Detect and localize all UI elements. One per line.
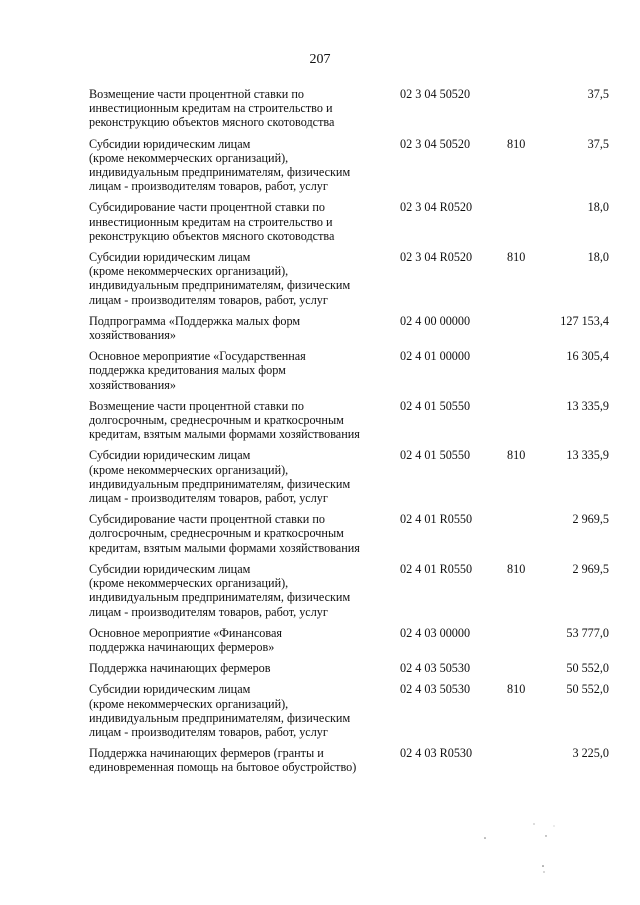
table-row (89, 512, 609, 555)
row-target-code: 02 3 04 50520 (400, 136, 471, 151)
row-target-code: 02 4 03 00000 (400, 625, 471, 640)
table-row (89, 661, 609, 675)
table-row (89, 250, 609, 307)
row-target-code: 02 4 01 50550 (400, 448, 471, 463)
row-name: Поддержка начинающих фермеров (гранты и единовременная помощь на бытовое обустройство) (89, 746, 357, 775)
row-name: Возмещение части процентной ставки по инвестиционным кредитам на строительство и реконструкцию объектов мясного скотоводства (89, 87, 335, 130)
row-name: Субсидии юридическим лицам (кроме некоммерческих организаций), индивидуальным предпринимателям, физическим лицам - производителям товаров, работ, услуг (89, 250, 351, 307)
row-amount: 2 969,5 (572, 561, 609, 576)
row-amount: 18,0 (587, 250, 609, 265)
row-target-code: 02 4 03 50530 (400, 661, 471, 676)
row-target-code: 02 3 04 50520 (400, 87, 471, 101)
row-amount: 37,5 (587, 87, 609, 101)
row-expense-type: 810 (507, 448, 526, 463)
table-row (89, 137, 609, 194)
table-row (89, 314, 609, 342)
row-amount: 50 552,0 (566, 682, 609, 697)
row-expense-type: 810 (507, 682, 526, 697)
row-target-code: 02 3 04 R0520 (400, 200, 473, 215)
row-expense-type: 810 (507, 136, 526, 151)
row-amount: 13 335,9 (566, 398, 609, 413)
row-name: Основное мероприятие «Государственная поддержка кредитования малых форм хозяйствования» (89, 349, 306, 392)
row-amount: 53 777,0 (566, 625, 609, 640)
row-name: Основное мероприятие «Финансовая поддержка начинающих фермеров» (89, 625, 282, 654)
row-target-code: 02 4 01 R0550 (400, 512, 473, 527)
row-target-code: 02 4 03 R0530 (400, 746, 473, 761)
table-row (89, 349, 609, 392)
row-name: Субсидирование части процентной ставки по долгосрочным, среднесрочным и краткосрочным кредитам, взятым малыми формами хозяйствования (89, 512, 360, 555)
row-amount: 37,5 (587, 136, 609, 151)
row-name: Поддержка начинающих фермеров (89, 661, 271, 676)
row-amount: 50 552,0 (566, 661, 609, 676)
row-amount: 3 225,0 (572, 746, 609, 761)
row-target-code: 02 4 01 00000 (400, 349, 471, 364)
row-name: Подпрограмма «Поддержка малых форм хозяйствования» (89, 313, 301, 343)
row-target-code: 02 4 01 50550 (400, 398, 471, 413)
table-row (89, 562, 609, 619)
scan-specks (470, 820, 580, 890)
row-expense-type: 810 (507, 250, 526, 265)
table-row (89, 200, 609, 243)
table-row (89, 626, 609, 654)
row-name: Субсидии юридическим лицам (кроме некоммерческих организаций), индивидуальным предпринимателям, физическим лицам - производителям товаров, работ, услуг (89, 682, 351, 739)
row-amount: 18,0 (587, 200, 609, 215)
table-row (89, 448, 609, 505)
row-name: Субсидии юридическим лицам (кроме некоммерческих организаций), индивидуальным предпринимателям, физическим лицам - производителям товаров, работ, услуг (89, 448, 351, 506)
page-number: 207 (309, 52, 331, 67)
row-name: Возмещение части процентной ставки по долгосрочным, среднесрочным и краткосрочным кредитам, взятым малыми формами хозяйствования (89, 398, 360, 442)
budget-table (89, 87, 609, 775)
row-name: Субсидии юридическим лицам (кроме некоммерческих организаций), индивидуальным предпринимателям, физическим лицам - производителям товаров, работ, услуг (89, 136, 351, 194)
row-target-code: 02 3 04 R0520 (400, 250, 473, 265)
table-row (89, 682, 609, 739)
row-target-code: 02 4 00 00000 (400, 313, 471, 328)
row-target-code: 02 4 01 R0550 (400, 561, 473, 576)
row-name: Субсидии юридическим лицам (кроме некоммерческих организаций), индивидуальным предпринимателям, физическим лицам - производителям товаров, работ, услуг (89, 561, 351, 619)
row-amount: 13 335,9 (566, 448, 609, 463)
row-expense-type: 810 (507, 561, 526, 576)
row-amount: 127 153,4 (560, 313, 609, 328)
table-row (89, 87, 609, 130)
table-row (89, 399, 609, 442)
table-row (89, 746, 609, 774)
row-amount: 2 969,5 (572, 512, 609, 527)
row-name: Субсидирование части процентной ставки по инвестиционным кредитам на строительство и реконструкцию объектов мясного скотоводства (89, 200, 335, 243)
row-target-code: 02 4 03 50530 (400, 682, 471, 697)
row-amount: 16 305,4 (566, 349, 609, 364)
